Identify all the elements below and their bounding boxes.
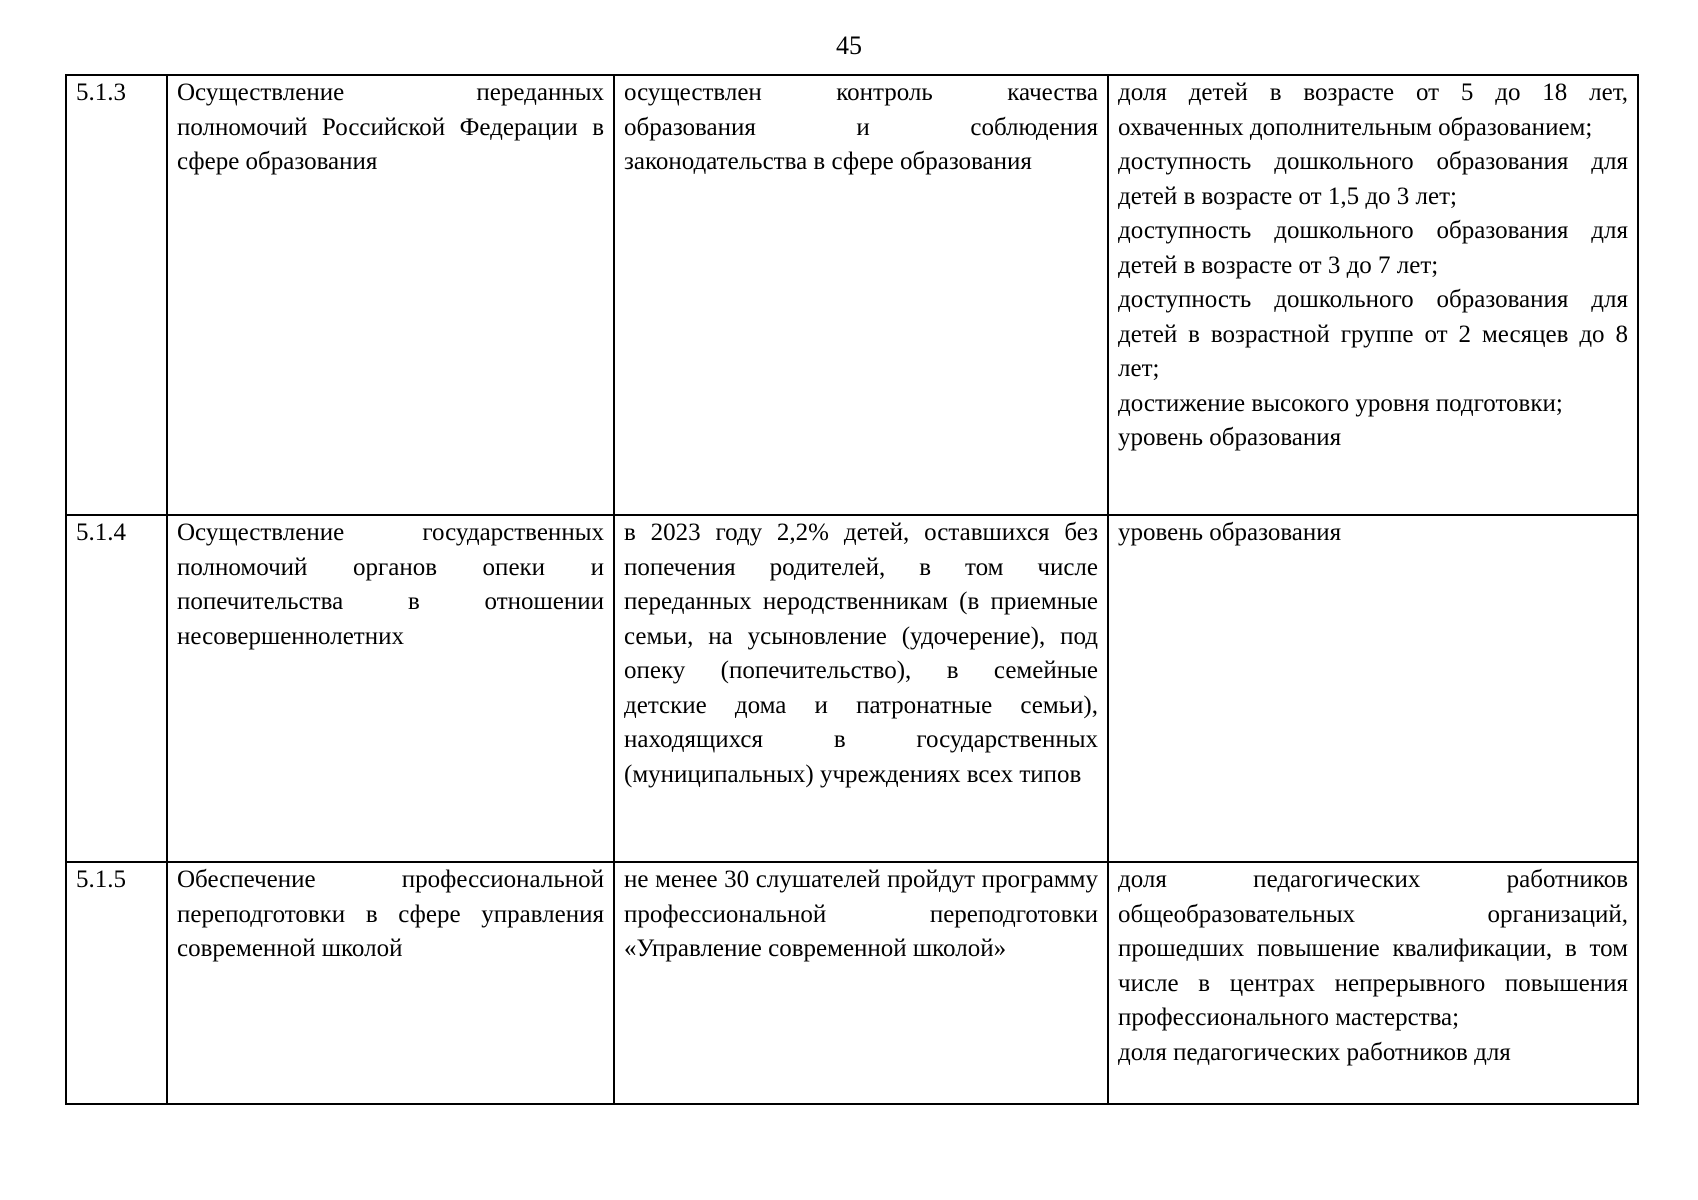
indicator-item: достижение высокого уровня подготовки; xyxy=(1118,389,1563,417)
page-number: 45 xyxy=(836,31,862,60)
indicator-item: уровень образования xyxy=(1118,424,1342,451)
expected-result: в 2023 году 2,2% детей, оставшихся без попечения родителей, в том числе переданных неродственникам (в приемные семьи, на усыновление (удочерение), под опеку (попечительство), в семейные детские дома и патронатные семьи), находящихся в государственных (муниципальных) учреждениях всех типов xyxy=(624,519,1098,788)
indicators-cell xyxy=(1108,75,1638,515)
measure-name-cell xyxy=(167,515,614,862)
table-row xyxy=(66,515,1638,862)
measure-name: Осуществление переданных полномочий Российской Федерации в сфере образования xyxy=(177,79,604,175)
indicator-item: доступность дошкольного образования для детей в возрасте от 1,5 до 3 лет; xyxy=(1118,148,1628,210)
indicators-cell xyxy=(1108,515,1638,862)
indicator-item: доля детей в возрасте от 5 до 18 лет, охваченных дополнительным образованием; xyxy=(1118,79,1628,141)
expected-result: осуществлен контроль качества образования и соблюдения законодательства в сфере образования xyxy=(624,79,1098,175)
table-row xyxy=(66,75,1638,515)
table-row xyxy=(66,862,1638,1104)
expected-result-cell xyxy=(614,75,1108,515)
expected-result-cell xyxy=(614,515,1108,862)
row-number: 5.1.4 xyxy=(76,519,126,546)
measures-table xyxy=(65,74,1639,1105)
row-number: 5.1.5 xyxy=(76,866,126,893)
indicator-item: доступность дошкольного образования для детей в возрастной группе от 2 месяцев до 8 лет; xyxy=(1118,286,1628,382)
row-number: 5.1.3 xyxy=(76,79,126,106)
row-number-cell xyxy=(66,75,167,515)
measure-name: Обеспечение профессиональной переподготовки в сфере управления современной школой xyxy=(177,866,604,962)
measure-name-cell xyxy=(167,862,614,1104)
expected-result-cell xyxy=(614,862,1108,1104)
row-number-cell xyxy=(66,862,167,1104)
indicators-cell xyxy=(1108,862,1638,1104)
measure-name: Осуществление государственных полномочий органов опеки и попечительства в отношении несовершеннолетних xyxy=(177,519,604,650)
expected-result: не менее 30 слушателей пройдут программу профессиональной переподготовки «Управление современной школой» xyxy=(624,866,1098,962)
row-number-cell xyxy=(66,515,167,862)
indicator-item: доля педагогических работников для xyxy=(1118,1038,1511,1066)
indicator-item: доля педагогических работников общеобразовательных организаций, прошедших повышение квалификации, в том числе в центрах непрерывного повышения профессионального мастерства; xyxy=(1118,866,1628,1031)
measure-name-cell xyxy=(167,75,614,515)
indicator-item: уровень образования xyxy=(1118,519,1342,546)
indicator-item: доступность дошкольного образования для детей в возрасте от 3 до 7 лет; xyxy=(1118,217,1628,279)
